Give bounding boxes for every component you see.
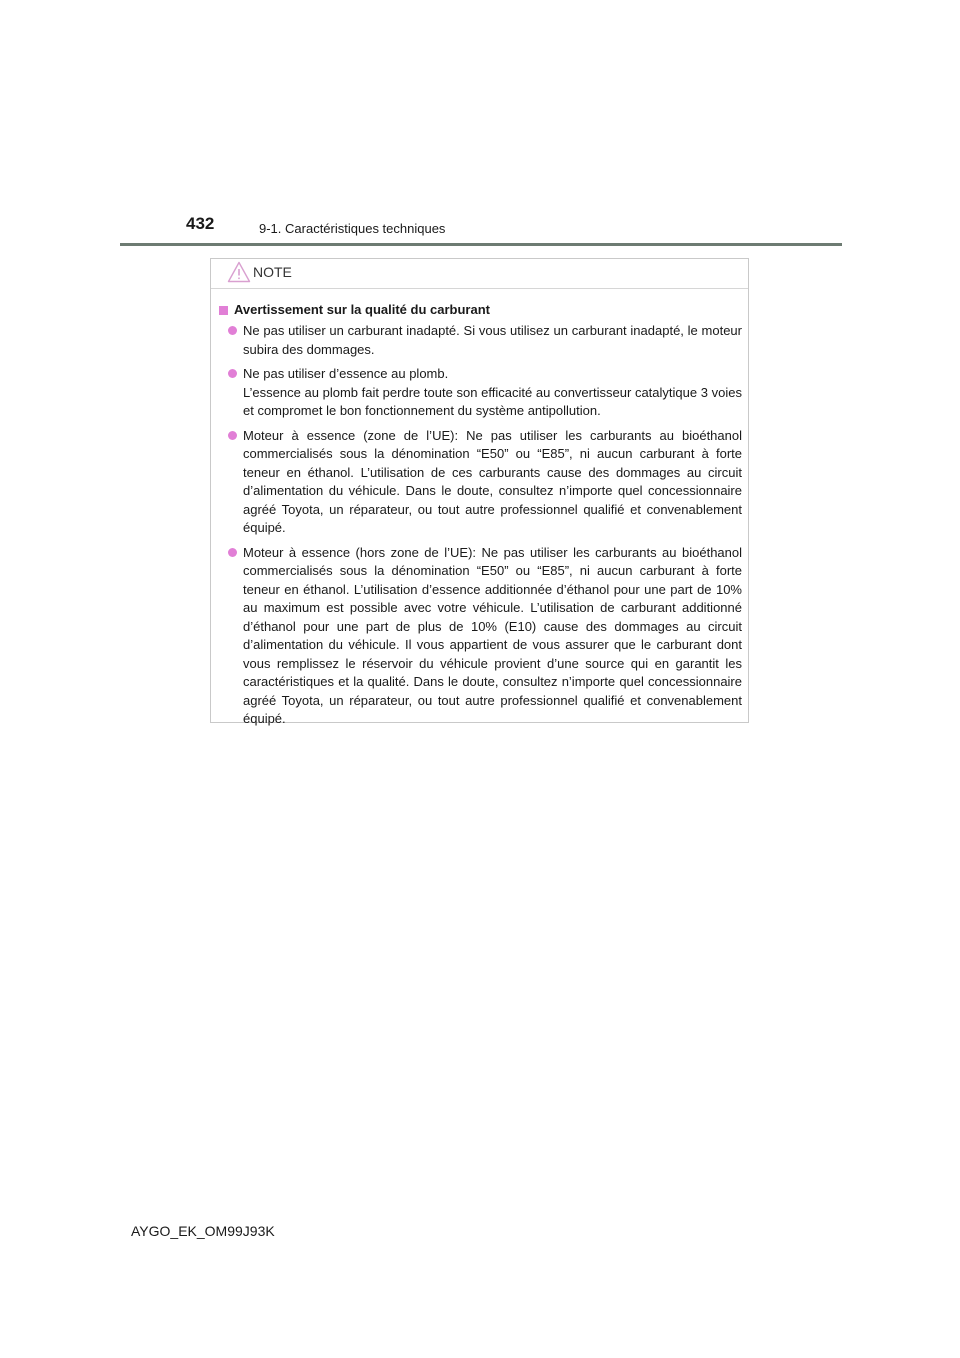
- item-text: L’essence au plomb fait perdre toute son efficacité au convertisseur catalytique 3 voies et compromet le bon fonctionnement du système antipollution.: [243, 384, 742, 418]
- note-header: [211, 259, 748, 289]
- square-bullet-icon: [219, 306, 228, 315]
- list-item: [219, 322, 742, 359]
- item-text: Moteur à essence (hors zone de l’UE): Ne pas utiliser les carburants au bioéthanol commercialisés sous la dénomination “E50” ou “E85”, ni aucun carburant à forte teneur en éthanol. L’utilisation d’essence additionnée d’éthanol pour une part de 10% au maximum est possible avec votre véhicule. L’utilisation de carburant additionné d’éthanol pour une part de plus de 10% (E10) cause des dommages au circuit d’alimentation du véhicule. Il vous appartient de vous assurer que le carburant dont vous remplissez le réservoir du véhicule provient d’une source qui en garantit les caractéristiques et la qualité. Dans le doute, consultez n’importe quel concessionnaire agréé Toyota, un réparateur, ou tout autre professionnel qualifié et convenablement équipé.: [243, 544, 742, 726]
- note-heading: [219, 301, 742, 319]
- note-heading-text: Avertissement sur la qualité du carburant: [234, 302, 490, 317]
- circle-bullet-icon: [228, 369, 237, 378]
- item-text: Ne pas utiliser un carburant inadapté. Si vous utilisez un carburant inadapté, le moteur subira des dommages.: [243, 323, 742, 357]
- warning-triangle-icon: [227, 261, 251, 283]
- list-item: [219, 365, 742, 421]
- circle-bullet-icon: [228, 326, 237, 335]
- item-text: Ne pas utiliser d’essence au plomb.: [243, 366, 449, 381]
- page-number: 432: [186, 214, 215, 233]
- list-item: [219, 427, 742, 538]
- circle-bullet-icon: [228, 548, 237, 557]
- note-label: NOTE: [253, 264, 292, 280]
- header-divider: [120, 243, 842, 246]
- item-text: Moteur à essence (zone de l’UE): Ne pas utiliser les carburants au bioéthanol commercialisés sous la dénomination “E50” ou “E85”, ni aucun carburant à forte teneur en éthanol. L’utilisation de ces carburants cause des dommages au circuit d’alimentation du véhicule. Dans le doute, consultez n’importe quel concessionnaire agréé Toyota, un réparateur, ou tout autre professionnel qualifié et convenablement équipé.: [243, 427, 742, 535]
- footer-document-code: AYGO_EK_OM99J93K: [131, 1223, 275, 1239]
- list-item: [219, 544, 742, 729]
- note-items: [219, 322, 742, 729]
- note-body: [211, 289, 748, 729]
- note-box: [210, 258, 749, 726]
- section-title: 9-1. Caractéristiques techniques: [259, 221, 446, 236]
- circle-bullet-icon: [228, 431, 237, 440]
